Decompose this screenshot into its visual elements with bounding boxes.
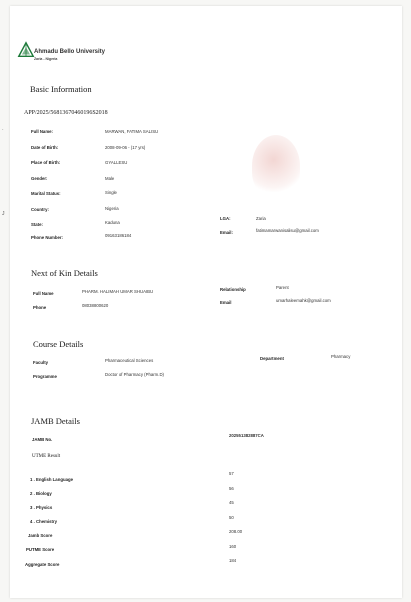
- full-name-value: MARWAN, FATIMA SALISU: [105, 129, 159, 134]
- jamb-no-label: JAMB No.: [32, 437, 53, 442]
- relationship-value: Parent: [276, 285, 289, 290]
- dob-label: Date of Birth:: [31, 145, 59, 150]
- kin-email-value: umarhaleemahk@gmail.com: [276, 298, 331, 303]
- putme-score-label: PUTME Score: [26, 547, 55, 552]
- subject-score: 56: [229, 486, 234, 491]
- subject-label: 2 . Biology: [30, 491, 52, 496]
- faculty-label: Faculty: [33, 360, 49, 365]
- subject-label: 3 . Physics: [30, 505, 53, 510]
- gender-value: Male: [105, 176, 115, 181]
- university-name: Ahmadu Bello University: [34, 49, 106, 55]
- university-logo-icon: [17, 41, 35, 59]
- phone-value: 09163186184: [105, 233, 132, 238]
- aggregate-score-label: Aggregate Score: [25, 562, 60, 567]
- faculty-value: Pharmaceutical Sciences: [105, 358, 154, 363]
- pob-label: Place of Birth:: [31, 160, 61, 165]
- lga-value: Zaria: [256, 216, 266, 221]
- state-label: State:: [31, 222, 43, 227]
- marital-status-value: Single: [105, 190, 117, 195]
- relationship-label: Relationship: [220, 287, 246, 292]
- jamb-score-value: 208.00: [229, 529, 243, 534]
- dob-value: 2008-09-06 - (17 yrs): [105, 145, 146, 150]
- programme-value: Doctor of Pharmacy (Pharm.D): [105, 372, 164, 377]
- kin-email-label: Email: [220, 300, 232, 305]
- edge-mark: J: [2, 211, 5, 217]
- subject-label: 4 . Chemistry: [30, 519, 57, 524]
- kin-phone-value: 08038800620: [82, 303, 109, 308]
- department-value: Pharmacy: [331, 354, 351, 359]
- kin-phone-label: Phone: [33, 305, 47, 310]
- email-label: Email:: [220, 230, 233, 235]
- subject-label: 1 . English Language: [30, 477, 73, 482]
- basic-info-title: Basic Information: [30, 84, 92, 94]
- programme-label: Programme: [33, 374, 57, 379]
- state-value: Kaduna: [105, 220, 120, 225]
- kin-full-name-label: Full Name: [33, 291, 54, 296]
- marital-status-label: Marital Status:: [31, 191, 61, 196]
- aggregate-score-value: 184: [229, 558, 237, 563]
- jamb-details-title: JAMB Details: [31, 416, 80, 426]
- application-number: APP/2025/56813670460196S2018: [24, 110, 108, 116]
- edge-mark: ·: [2, 127, 4, 133]
- faded-stamp: [252, 135, 300, 197]
- subject-score: 57: [229, 471, 234, 476]
- subject-score: 50: [229, 515, 234, 520]
- jamb-no-value: 202551382887CA: [229, 433, 264, 438]
- country-label: Country:: [31, 207, 49, 212]
- gender-label: Gender:: [31, 176, 48, 181]
- university-location: Zaria - Nigeria: [34, 57, 58, 61]
- next-of-kin-title: Next of Kin Details: [31, 268, 98, 278]
- kin-full-name-value: PHARM. HALIMAH UMAR SHUAIBU: [82, 289, 154, 294]
- phone-label: Phone Number:: [31, 235, 63, 240]
- pob-value: GYALLESU: [105, 160, 128, 165]
- full-name-label: Full Name:: [31, 129, 53, 134]
- email-value: fatimamarwanisalisu@gmail.com: [256, 228, 319, 233]
- lga-label: LGA:: [220, 216, 231, 221]
- country-value: Nigeria: [105, 206, 119, 211]
- utme-result-label: UTME Result: [32, 454, 61, 459]
- subject-score: 45: [229, 500, 234, 505]
- jamb-score-label: Jamb Score: [28, 533, 53, 538]
- department-label: Department: [260, 356, 284, 361]
- putme-score-value: 160: [229, 544, 237, 549]
- course-details-title: Course Details: [33, 339, 84, 349]
- admission-document: [10, 6, 402, 598]
